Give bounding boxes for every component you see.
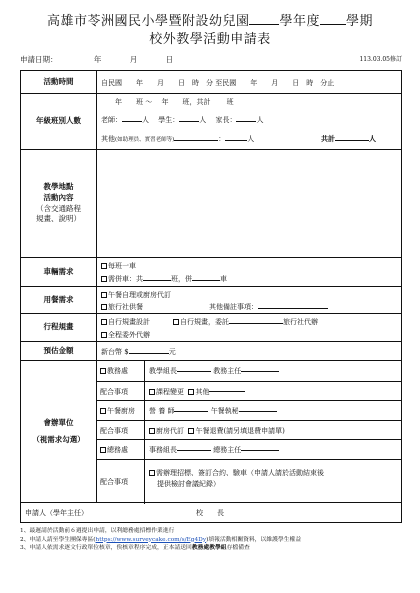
checkbox[interactable]	[173, 319, 179, 325]
location-content-field[interactable]	[97, 150, 401, 257]
meal-opt2-label: 旅行社供餐	[108, 303, 143, 311]
label-cosign	[21, 361, 97, 502]
general-director-sign[interactable]	[241, 450, 279, 451]
checkbox[interactable]	[101, 263, 107, 269]
people-count-line	[101, 115, 263, 125]
affairs-leader-label: 事務組長	[149, 446, 177, 454]
checkbox[interactable]	[101, 276, 107, 282]
meal-opt1-label: 午餐自理或廚房代訂	[108, 291, 171, 299]
other-note: (如助理員、實習老師等)	[115, 137, 175, 143]
lunch-secretary-sign[interactable]	[239, 411, 277, 412]
kitchen-unit-check[interactable]	[97, 401, 145, 421]
semester-blank[interactable]	[320, 24, 346, 25]
general-unit-label: 總務處	[107, 446, 128, 454]
checkbox[interactable]	[101, 292, 107, 298]
course-change-label: 課程變更	[156, 387, 184, 396]
kitchen-unit-label: 午餐廚房	[107, 407, 135, 415]
apply-month-label: 月	[129, 55, 138, 64]
itinerary-opt-entrust[interactable]	[173, 317, 318, 327]
grade-range-text: 年 班 ～ 年 班，共計 班	[115, 98, 234, 106]
row-location-content	[21, 149, 401, 257]
form-subtitle: 校外教學活動申請表	[149, 32, 271, 47]
merge-car-label: 車	[220, 275, 227, 283]
row-cosign	[21, 360, 401, 502]
apply-day-label: 日	[165, 55, 174, 64]
other-count-blank[interactable]	[225, 140, 247, 141]
student-count-blank[interactable]	[179, 121, 199, 122]
label-location-content	[21, 150, 97, 257]
total-count-blank[interactable]	[335, 140, 369, 141]
academic-director-sign[interactable]	[241, 371, 279, 372]
itinerary-opt-outsource[interactable]	[101, 330, 150, 340]
label-grade-class: 年級班別人數	[21, 94, 97, 149]
teaching-leader-label: 教學組長	[149, 367, 177, 375]
revision-note: 113.03.05修訂	[359, 56, 402, 63]
kitchen-staff-row	[97, 400, 401, 421]
note-1: 1、最遲請於活動前６週提出申請，以利總務處招標作業進行	[20, 528, 175, 534]
vehicle-opt-merge[interactable]	[101, 274, 227, 284]
checkbox[interactable]	[188, 428, 194, 434]
itinerary-opt2-label: 自行規畫，委託	[180, 318, 229, 326]
vehicle-field	[97, 258, 401, 286]
tender-contract-note: 提供檢討會議紀錄）	[157, 480, 220, 488]
kitchen-order-label: 廚房代訂	[156, 426, 184, 435]
checkbox[interactable]	[188, 389, 194, 395]
general-items-label: 配合事項	[97, 460, 145, 504]
principal-label: 校 長	[196, 508, 224, 517]
note-3-suffix: 存檔備查	[226, 545, 250, 551]
note-2-suffix: )填報活動相關資料，以維護學生權益	[206, 536, 302, 543]
academic-staff	[145, 361, 401, 381]
academic-unit-check[interactable]	[97, 361, 145, 381]
meal-opt-self[interactable]	[101, 290, 171, 300]
budget-prefix: 新台幣 $	[101, 348, 129, 356]
teaching-leader-sign[interactable]	[177, 371, 211, 372]
merge-total-label: 需併車：共	[108, 275, 143, 283]
parent-unit: 人	[256, 116, 264, 124]
semester-label: 學期	[346, 14, 374, 29]
checkbox[interactable]	[101, 304, 107, 310]
student-label: 人 學生：	[142, 116, 180, 124]
notes	[20, 527, 402, 553]
academic-items	[145, 382, 401, 401]
label-itinerary: 行程規畫	[21, 314, 97, 341]
note-2	[20, 536, 402, 545]
application-table	[20, 70, 402, 523]
row-signatures	[21, 502, 401, 522]
merge-car-blank[interactable]	[192, 280, 220, 281]
affairs-leader-sign[interactable]	[177, 450, 211, 451]
row-budget	[21, 341, 401, 360]
label-activity-time: 活動時間	[21, 71, 97, 93]
school-year-blank[interactable]	[249, 24, 279, 25]
vehicle-opt-per-class[interactable]	[101, 261, 136, 271]
general-staff	[145, 440, 401, 460]
checkbox[interactable]	[100, 408, 106, 414]
label-cosign-units: 會辦單位	[43, 417, 74, 427]
parent-count-blank[interactable]	[236, 121, 256, 122]
label-budget: 預估金額	[21, 342, 97, 360]
dietitian-sign[interactable]	[174, 411, 208, 412]
activity-time-text: 自民國 年 月 日 時 分 至民國 年 月 日 時 分止	[101, 79, 335, 87]
activity-time-field[interactable]	[97, 71, 401, 93]
general-staff-row	[97, 439, 401, 460]
budget-amount	[101, 347, 176, 357]
checkbox[interactable]	[100, 447, 106, 453]
vehicle-opt1-label: 每班一車	[108, 262, 136, 270]
total-label: 共計	[321, 134, 335, 143]
row-grade-class	[21, 93, 401, 149]
applicant-label: 申請人（學年主任）	[25, 508, 88, 517]
tender-contract-label: 需辦理招標、簽訂合約、驗車（申請人請於活動結束後	[156, 469, 324, 477]
budget-field	[97, 342, 401, 360]
note-3-prefix: 3、申請人依需求逐文行政單位核章，俟核章程序完成，正本請送回	[20, 545, 192, 551]
label-meal: 用餐需求	[21, 287, 97, 313]
merge-class-label: 班，併	[171, 275, 192, 283]
meal-remark	[209, 302, 328, 312]
lunch-secretary-label: 午餐執秘	[210, 407, 239, 415]
label-location: 教學地點	[43, 181, 74, 191]
itinerary-field	[97, 314, 401, 341]
kitchen-items-row	[97, 420, 401, 440]
row-vehicle	[21, 257, 401, 286]
note-3-office: 教務處教學組	[191, 545, 227, 551]
row-activity-time	[21, 71, 401, 93]
meal-opt-agency[interactable]	[101, 302, 143, 312]
total-count	[321, 134, 376, 144]
lunch-refund-label: 午餐退費(請另填退費申請單)	[195, 426, 285, 435]
school-name: 高雄市苓洲國民小學暨附設幼兒園	[46, 14, 250, 29]
label-route-2: 規畫、說明）	[36, 214, 81, 224]
academic-director-label: 教務主任	[213, 367, 242, 375]
kitchen-staff	[145, 401, 401, 421]
teacher-count-blank[interactable]	[122, 121, 142, 122]
grade-class-field[interactable]	[97, 94, 401, 149]
other-colon: ：	[218, 135, 226, 143]
academic-other-blank[interactable]	[209, 391, 245, 392]
checkbox[interactable]	[149, 470, 155, 476]
merge-class-blank[interactable]	[143, 280, 171, 281]
other-count-line	[101, 134, 397, 144]
note-3	[20, 544, 402, 553]
parent-label: 人 家長：	[199, 116, 237, 124]
label-route-1: （含交通路程	[36, 203, 81, 213]
row-meal	[21, 286, 401, 313]
agency-name-blank[interactable]	[229, 323, 283, 324]
survey-link[interactable]: https://www.surveycake.com/s/Eg4Dy	[95, 536, 207, 543]
total-unit: 人	[369, 134, 376, 143]
school-year-label: 學年度	[279, 14, 320, 29]
note-2-prefix: 2、申請人請至學生團保專區(	[20, 536, 96, 543]
general-unit-check[interactable]	[97, 440, 145, 460]
itinerary-opt-self[interactable]	[101, 317, 150, 327]
checkbox[interactable]	[149, 389, 155, 395]
academic-unit-label: 教務處	[107, 367, 128, 375]
dietitian-label: 營 養 師	[149, 407, 175, 415]
teacher-label: 老師：	[101, 116, 122, 124]
general-items-row	[97, 459, 401, 504]
other-unit: 人	[247, 135, 255, 143]
other-label: 其他	[101, 135, 115, 143]
budget-unit: 元	[168, 348, 176, 356]
form-title	[0, 10, 420, 29]
checkbox[interactable]	[100, 368, 106, 374]
academic-items-label: 配合事項	[97, 382, 145, 401]
meal-field	[97, 287, 401, 313]
apply-date-row	[20, 54, 402, 65]
meal-remark-label: 其他備註事項：	[209, 303, 258, 311]
row-itinerary	[21, 313, 401, 341]
itinerary-opt2-suffix: 旅行社代辦	[283, 318, 318, 326]
itinerary-opt3-label: 全程委外代辦	[108, 331, 150, 339]
cosign-field	[97, 361, 401, 502]
other-desc-blank[interactable]	[174, 140, 218, 141]
general-director-label: 總務主任	[213, 446, 242, 454]
itinerary-opt1-label: 自行規畫設計	[108, 318, 150, 326]
label-content: 活動內容	[43, 192, 74, 202]
apply-year-label: 年	[93, 55, 102, 64]
academic-items-row	[97, 381, 401, 401]
checkbox[interactable]	[149, 428, 155, 434]
kitchen-items-label: 配合事項	[97, 421, 145, 440]
label-vehicle: 車輛需求	[21, 258, 97, 286]
checkbox[interactable]	[101, 332, 107, 338]
kitchen-items	[145, 421, 401, 440]
apply-date-label: 申請日期：	[20, 55, 58, 64]
academic-staff-row	[97, 361, 401, 381]
meal-remark-blank[interactable]	[258, 308, 328, 309]
label-cosign-hint: （視需求勾選）	[32, 434, 85, 444]
checkbox[interactable]	[101, 319, 107, 325]
academic-other-label: 其他	[195, 387, 210, 396]
budget-amount-blank[interactable]	[129, 353, 169, 354]
signature-area	[21, 503, 401, 522]
